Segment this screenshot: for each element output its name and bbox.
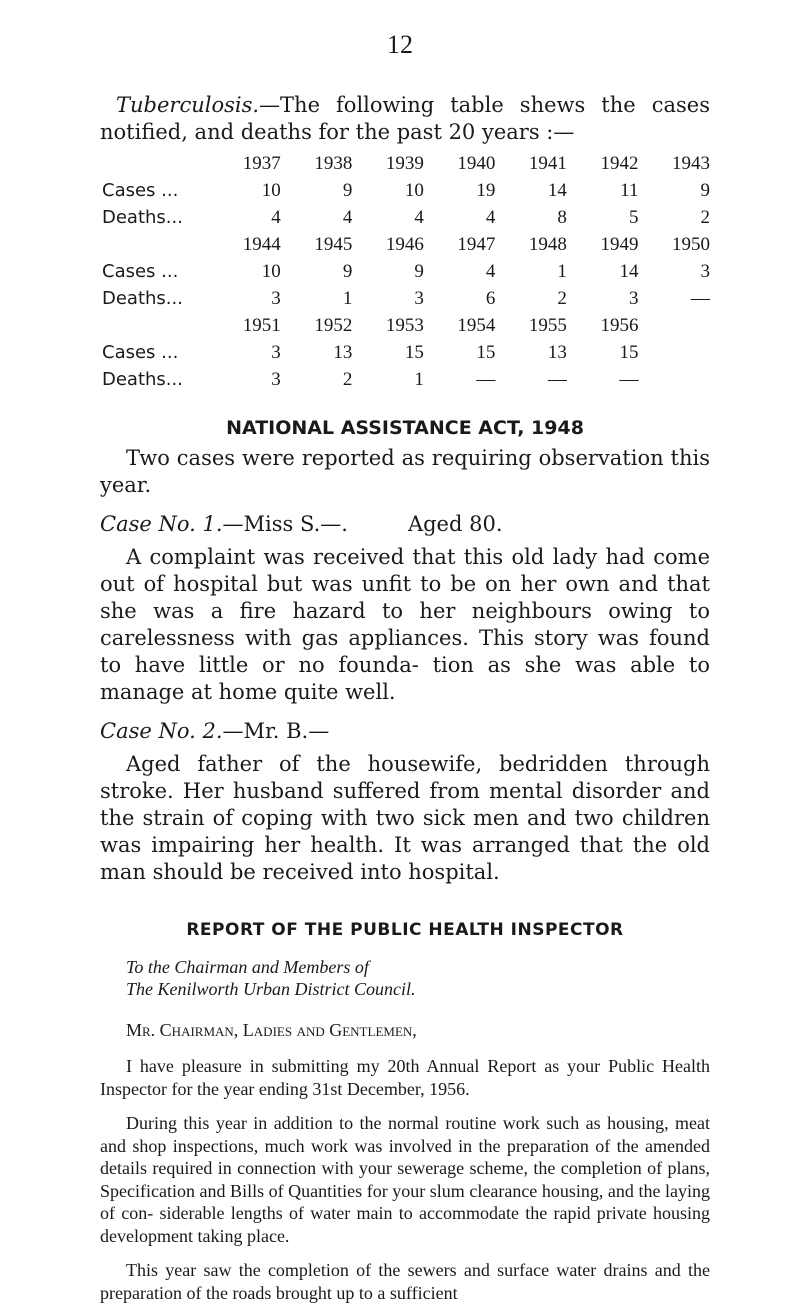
deaths-cell — [638, 366, 710, 393]
year-cell: 1951 — [242, 315, 281, 336]
year-cell: 1955 — [528, 315, 567, 336]
deaths-cell: — — [476, 369, 496, 390]
year-cell: 1939 — [385, 153, 424, 174]
year-cell: 1948 — [528, 234, 567, 255]
tuberculosis-table — [100, 150, 710, 393]
deaths-cell: 4 — [271, 207, 281, 228]
case-2-name: —Mr. B.— — [222, 719, 330, 743]
cases-row — [100, 177, 710, 204]
year-cell: 1946 — [385, 234, 424, 255]
cases-cell: 13 — [333, 342, 353, 363]
page-content — [100, 92, 710, 1316]
deaths-label: Deaths... — [102, 369, 183, 390]
case-1-age: Aged 80. — [407, 512, 503, 536]
cases-cell: 9 — [342, 261, 353, 282]
cases-label: Cases ... — [102, 342, 179, 363]
tuberculosis-intro-line1 — [116, 92, 710, 119]
year-cell: 1941 — [528, 153, 567, 174]
year-row — [100, 150, 710, 177]
deaths-label: Deaths... — [102, 288, 183, 309]
tuberculosis-title: Tuberculosis. — [116, 93, 260, 117]
deaths-cell: — — [619, 369, 639, 390]
tuberculosis-intro-line2: notified, and deaths for the past 20 years :— — [100, 120, 575, 144]
deaths-cell: 6 — [485, 288, 496, 309]
report-paragraph-2: During this year in addition to the normal routine work such as housing, meat and shop inspections, much work was involved in the preparation of the amended details required in connection with your sewerage scheme, the completion of plans, Specification and Bills of Quantities for your slum clearance housing, and the laying of con- siderable lengths of water main to accommodate the rapid private housing development taking place. — [100, 1113, 710, 1246]
cases-cell: 1 — [557, 261, 567, 282]
deaths-cell: 3 — [271, 369, 281, 390]
row-label-empty — [100, 231, 209, 258]
deaths-cell: 3 — [271, 288, 281, 309]
cases-cell: 3 — [271, 342, 281, 363]
deaths-label: Deaths... — [102, 207, 183, 228]
cases-cell: 9 — [342, 180, 353, 201]
cases-cell: 11 — [620, 180, 639, 201]
cases-cell: 9 — [700, 180, 710, 201]
deaths-cell: 2 — [557, 288, 567, 309]
year-cell: 1947 — [457, 234, 496, 255]
cases-cell: 15 — [404, 342, 424, 363]
deaths-cell: 2 — [700, 207, 710, 228]
cases-label: Cases ... — [102, 261, 179, 282]
deaths-row — [100, 285, 710, 312]
year-cell: 1945 — [314, 234, 353, 255]
row-label-empty — [100, 312, 209, 339]
cases-cell: 14 — [619, 261, 639, 282]
report-address-line2: The Kenilworth Urban District Council. — [126, 979, 416, 999]
deaths-cell: 2 — [342, 369, 353, 390]
year-cell: 1940 — [457, 153, 496, 174]
deaths-cell: 4 — [342, 207, 353, 228]
year-row — [100, 312, 710, 339]
national-assistance-intro: Two cases were reported as requiring observation this year. — [100, 446, 710, 497]
case-1-label: Case No. 1. — [100, 512, 223, 536]
deaths-cell: 3 — [414, 288, 424, 309]
deaths-cell: 5 — [628, 207, 639, 228]
report-address-line1: To the Chairman and Members of — [126, 957, 369, 977]
case-2-label: Case No. 2. — [100, 719, 223, 743]
cases-cell: 10 — [261, 180, 281, 201]
case-1-text: A complaint was received that this old lady had come out of hospital but was unfit to be on her own and that she was a fire hazard to her neighbours owing to carelessness with gas appliances. This story was found to have little or no founda- tion as she was able to manage at home quite well. — [100, 545, 710, 704]
year-cell: 1952 — [314, 315, 353, 336]
deaths-row — [100, 204, 710, 231]
year-cell: 1942 — [600, 153, 639, 174]
report-paragraph-3: This year saw the completion of the sewers and surface water drains and the preparation of the roads brought up to a sufficient — [100, 1260, 710, 1303]
cases-row — [100, 258, 710, 285]
year-cell: 1956 — [600, 315, 639, 336]
deaths-cell: 4 — [485, 207, 496, 228]
year-row — [100, 231, 710, 258]
report-paragraph-1: I have pleasure in submitting my 20th Annual Report as your Public Health Inspector for the year ending 31st December, 1956. — [100, 1056, 710, 1099]
national-assistance-heading: NATIONAL ASSISTANCE ACT, 1948 — [226, 417, 584, 439]
case-2-text: Aged father of the housewife, bedridden through stroke. Her husband suffered from mental disorder and the strain of coping with two sick men and two children was impairing her health. It was arranged that the old man should be received into hospital. — [100, 752, 710, 884]
deaths-cell: 3 — [628, 288, 639, 309]
deaths-row — [100, 366, 710, 393]
year-cell: 1943 — [672, 153, 710, 174]
year-cell: 1944 — [242, 234, 281, 255]
cases-cell: 15 — [476, 342, 496, 363]
cases-cell: 15 — [619, 342, 639, 363]
year-cell: 1938 — [314, 153, 353, 174]
year-cell: 1937 — [242, 153, 281, 174]
year-cell: 1950 — [672, 234, 710, 255]
cases-cell: 3 — [700, 261, 710, 282]
cases-cell: 10 — [404, 180, 424, 201]
year-cell: 1953 — [385, 315, 424, 336]
row-label-empty — [100, 150, 209, 177]
deaths-cell: 1 — [342, 288, 353, 309]
deaths-cell: — — [691, 288, 710, 309]
cases-cell: 14 — [547, 180, 567, 201]
tuberculosis-intro-rest: —The following table shews the cases — [259, 93, 710, 117]
cases-row — [100, 339, 710, 366]
deaths-cell: 4 — [414, 207, 424, 228]
case-2-heading — [100, 718, 710, 745]
cases-cell: 4 — [485, 261, 496, 282]
deaths-cell: — — [547, 369, 567, 390]
cases-cell: 19 — [476, 180, 496, 201]
cases-cell: 9 — [414, 261, 424, 282]
cases-cell: 10 — [261, 261, 281, 282]
year-cell: 1949 — [600, 234, 639, 255]
report-heading: REPORT OF THE PUBLIC HEALTH INSPECTOR — [186, 920, 624, 940]
page-number: 12 — [387, 30, 413, 59]
cases-cell: 13 — [547, 342, 567, 363]
deaths-cell: 8 — [557, 207, 567, 228]
deaths-cell: 1 — [414, 369, 424, 390]
case-1-heading — [100, 511, 710, 538]
cases-label: Cases ... — [102, 180, 179, 201]
case-1-name: —Miss S.—. — [222, 512, 348, 536]
year-cell — [638, 312, 710, 339]
cases-cell — [638, 339, 710, 366]
year-cell: 1954 — [457, 315, 496, 336]
report-salutation: Mr. Chairman, Ladies and Gentlemen, — [126, 1020, 417, 1040]
